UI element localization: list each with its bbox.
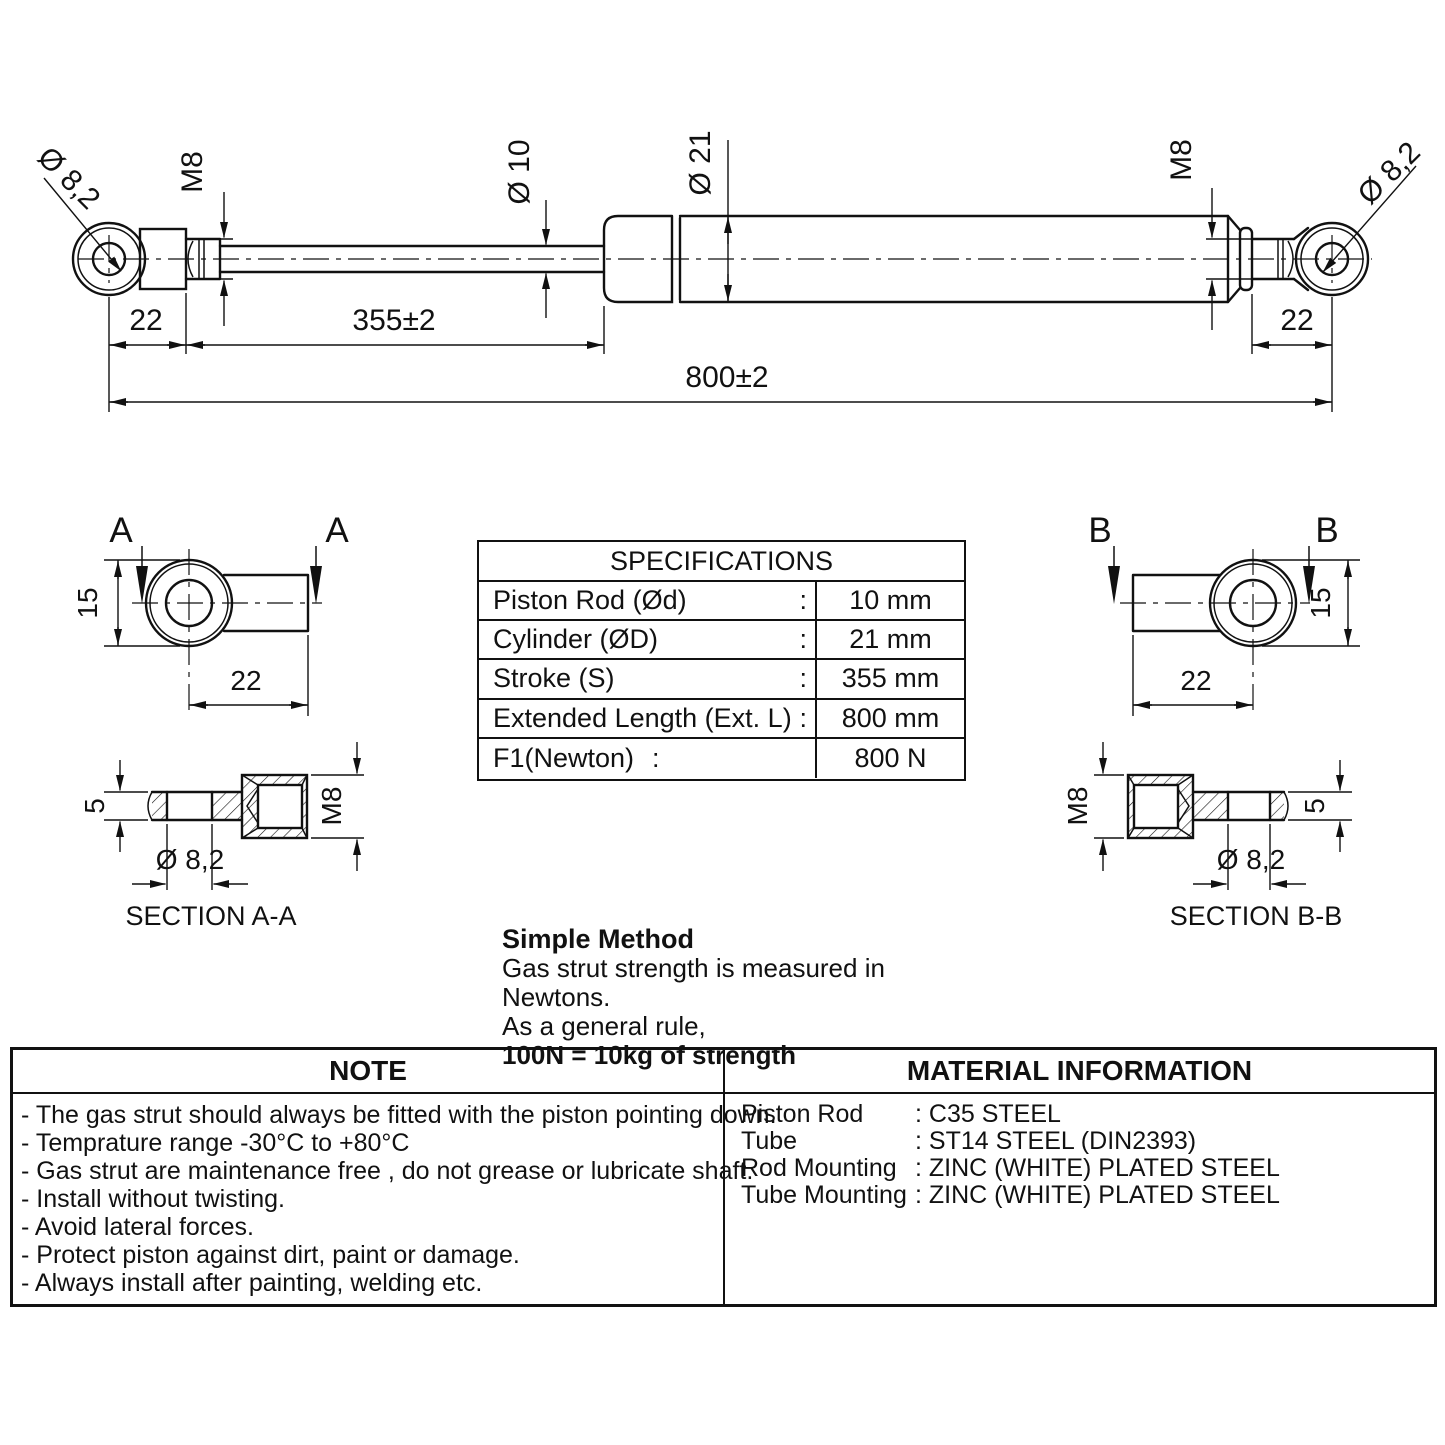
material-label: Tube Mounting <box>741 1181 907 1209</box>
dim-left-eye-hole <box>31 141 121 271</box>
dim-label-section-a-eye-length: 22 <box>230 665 262 696</box>
dim-label-left-thread: M8 <box>176 151 209 193</box>
dim-section-b-thread <box>1062 742 1124 871</box>
dim-label-right-thread: M8 <box>1165 139 1198 181</box>
note-item: - Install without twisting. <box>21 1185 285 1213</box>
section-b-letter-right: B <box>1315 511 1339 550</box>
note-item: - Temprature range -30°C to +80°C <box>21 1129 410 1157</box>
dim-left-thread <box>176 151 233 326</box>
note-material-table <box>10 1047 1437 1307</box>
section-a-cut-view <box>79 742 364 931</box>
dim-label-right-eye-hole: Ø 8,2 <box>1351 135 1427 211</box>
material-row <box>733 1182 1428 1209</box>
note-item: - Always install after painting, welding etc. <box>21 1269 483 1297</box>
material-value: : ST14 STEEL (DIN2393) <box>915 1127 1197 1155</box>
material-label: Rod Mounting <box>741 1154 897 1182</box>
dim-section-b-eye-length <box>1133 635 1253 716</box>
dim-section-a-thread <box>311 742 364 871</box>
section-a-letter-left: A <box>109 511 133 550</box>
specifications-table <box>477 540 966 781</box>
dim-label-rod-diameter: Ø 10 <box>503 139 536 205</box>
dim-label-section-a-thread: M8 <box>316 786 347 826</box>
spec-colon: : <box>652 742 660 773</box>
section-b-cut-view <box>1062 742 1352 931</box>
material-value: : ZINC (WHITE) PLATED STEEL <box>915 1181 1280 1209</box>
note-item: - The gas strut should always be fitted with the piston pointing down. <box>21 1101 777 1129</box>
dim-label-section-a-hole: Ø 8,2 <box>155 844 225 875</box>
spec-value-extended-length: 800 mm <box>815 700 964 739</box>
simple-method-rule: 100N = 10kg of strength <box>502 1040 797 1070</box>
spec-row-extended-length <box>479 700 815 739</box>
note-item: - Avoid lateral forces. <box>21 1213 254 1241</box>
spec-row-f1 <box>479 739 815 778</box>
spec-colon: : <box>799 624 807 655</box>
section-b-letter-left: B <box>1088 511 1112 550</box>
dim-label-section-b-eye-width: 15 <box>1305 587 1336 619</box>
spec-label: Cylinder (ØD) <box>493 624 659 655</box>
spec-table-title: SPECIFICATIONS <box>479 542 964 582</box>
dim-extended-length <box>109 297 1332 412</box>
dim-label-section-b-thread: M8 <box>1062 786 1093 826</box>
note-item: - Gas strut are maintenance free , do not grease or lubricate shaft. <box>21 1157 754 1185</box>
section-b-caption: SECTION B-B <box>1169 901 1343 931</box>
spec-value-stroke: 355 mm <box>815 660 964 699</box>
spec-row-piston-rod <box>479 582 815 621</box>
dim-section-b-thickness <box>1288 760 1352 852</box>
note-header: NOTE <box>13 1050 723 1094</box>
material-value: : ZINC (WHITE) PLATED STEEL <box>915 1154 1280 1182</box>
note-item: - Protect piston against dirt, paint or damage. <box>21 1241 520 1269</box>
dim-label-stroke: 355±2 <box>352 304 436 337</box>
dim-label-section-b-thickness: 5 <box>1299 798 1330 814</box>
material-row <box>733 1128 1428 1155</box>
section-a-plan-view <box>72 511 349 716</box>
spec-row-stroke <box>479 660 815 699</box>
dim-stroke <box>186 304 604 354</box>
simple-method-line: Gas strut strength is measured in Newtons. <box>502 953 885 1012</box>
material-label: Piston Rod <box>741 1100 864 1128</box>
dim-section-a-thickness <box>79 760 148 852</box>
dim-label-left-eye-hole: Ø 8,2 <box>31 140 107 216</box>
spec-colon: : <box>799 585 807 616</box>
material-value: : C35 STEEL <box>915 1100 1061 1128</box>
spec-row-cylinder <box>479 621 815 660</box>
dim-rod-diameter <box>503 139 546 318</box>
dim-label-section-a-thickness: 5 <box>79 798 110 814</box>
spec-colon: : <box>799 702 807 733</box>
section-a-caption: SECTION A-A <box>125 901 297 931</box>
spec-label: Piston Rod (Ød) <box>493 585 687 616</box>
dim-label-section-a-eye-width: 15 <box>72 587 103 619</box>
spec-label: Extended Length (Ext. L) <box>493 702 792 733</box>
material-label: Tube <box>741 1127 798 1155</box>
dim-section-b-hole <box>1193 824 1306 890</box>
dim-label-section-b-eye-length: 22 <box>1180 665 1212 696</box>
material-row <box>733 1155 1428 1182</box>
dim-label-cylinder-diameter: Ø 21 <box>684 130 717 196</box>
material-header: MATERIAL INFORMATION <box>723 1050 1434 1094</box>
section-b-plan-view <box>1088 511 1360 716</box>
dim-section-a-hole <box>132 824 248 890</box>
simple-method-title: Simple Method <box>502 924 695 954</box>
dim-section-a-eye-length <box>189 635 308 716</box>
dim-label-left-eye-length: 22 <box>129 304 163 337</box>
dim-right-eye-length <box>1252 294 1332 354</box>
spec-colon: : <box>799 663 807 694</box>
simple-method-line: As a general rule, <box>502 1011 706 1041</box>
material-list <box>723 1094 1434 1304</box>
spec-value-piston-rod: 10 mm <box>815 582 964 621</box>
spec-label: Stroke (S) <box>493 663 615 694</box>
dim-label-right-eye-length: 22 <box>1280 304 1314 337</box>
spec-label: F1(Newton) <box>493 742 635 773</box>
dim-right-eye-hole <box>1323 136 1427 272</box>
material-row <box>733 1101 1428 1128</box>
gas-strut-front-view <box>31 130 1427 412</box>
dim-label-extended-length: 800±2 <box>685 361 769 394</box>
dim-left-eye-length <box>109 293 186 412</box>
spec-value-f1: 800 N <box>815 739 964 778</box>
dim-label-section-b-hole: Ø 8,2 <box>1216 844 1286 875</box>
spec-value-cylinder: 21 mm <box>815 621 964 660</box>
section-a-letter-right: A <box>325 511 349 550</box>
